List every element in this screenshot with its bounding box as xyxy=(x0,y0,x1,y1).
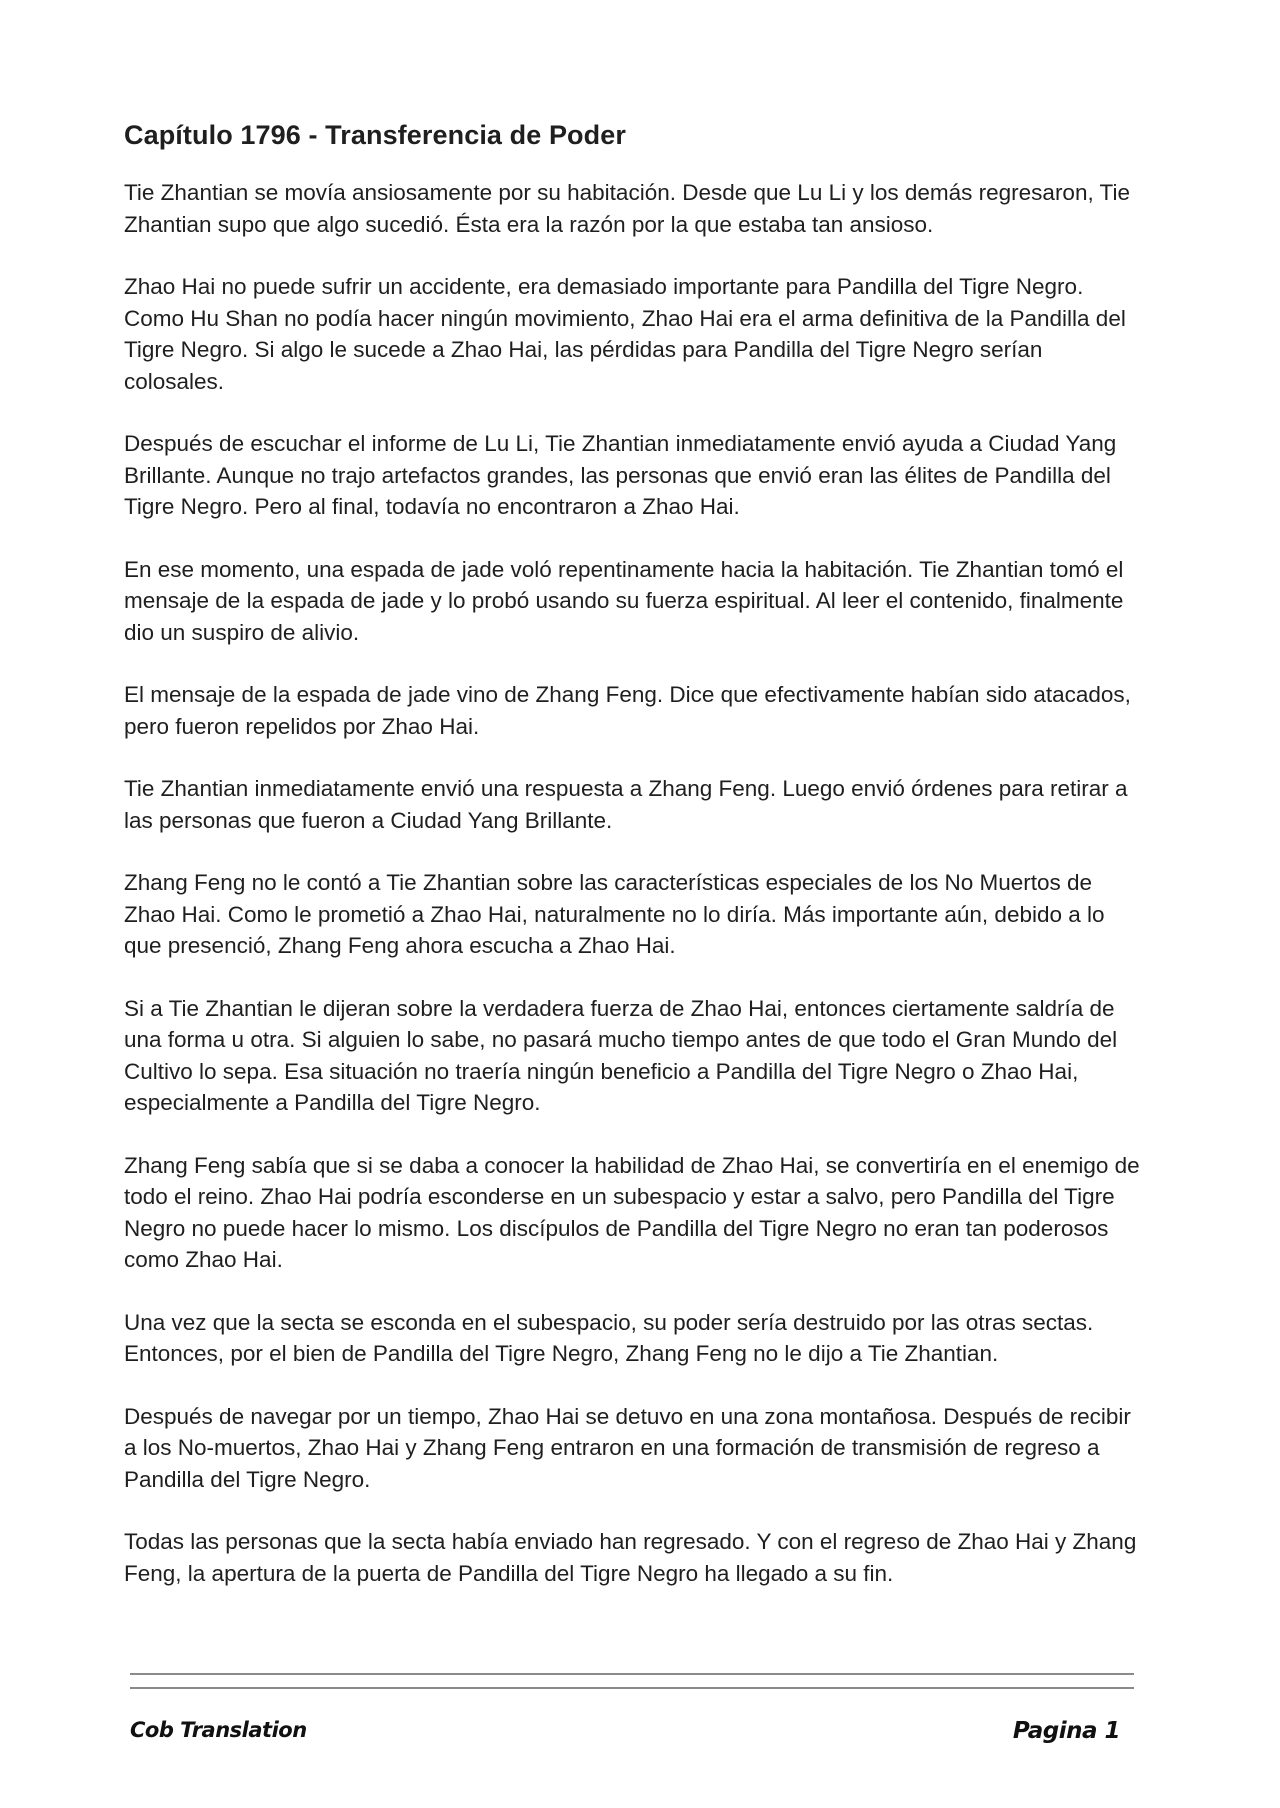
paragraph-4: En ese momento, una espada de jade voló repentinamente hacia la habitación. Tie Zhantian tomó el mensaje de la espada de jade y lo probó usando su fuerza espiritual. Al leer el contenido, finalmente dio un suspiro de alivio. xyxy=(124,556,1124,645)
footer-divider-top xyxy=(130,1673,1134,1675)
paragraph-1: Tie Zhantian se movía ansiosamente por su habitación. Desde que Lu Li y los demás regresaron, Tie Zhantian supo que algo sucedió. Ésta era la razón por la que estaba tan ansioso. xyxy=(124,180,1130,237)
footer-divider-bottom xyxy=(130,1687,1134,1689)
footer-page-number: Pagina 1 xyxy=(1012,1718,1120,1744)
paragraph-11: Después de navegar por un tiempo, Zhao Hai se detuvo en una zona montañosa. Después de recibir a los No-muertos, Zhao Hai y Zhang Feng entraron en una formación de transmisión de regreso a Pandilla del Tigre Negro. xyxy=(124,1403,1131,1492)
paragraph-9: Zhang Feng sabía que si se daba a conocer la habilidad de Zhao Hai, se convertiría en el enemigo de todo el reino. Zhao Hai podría esconderse en un subespacio y estar a salvo, pero Pandilla del Tigre Negro no puede hacer lo mismo. Los discípulos de Pandilla del Tigre Negro no eran tan poderosos como Zhao Hai. xyxy=(124,1152,1140,1272)
paragraph-10: Una vez que la secta se esconda en el subespacio, su poder sería destruido por las otras sectas. Entonces, por el bien de Pandilla del Tigre Negro, Zhang Feng no le dijo a Tie Zhantian. xyxy=(124,1309,1094,1366)
paragraph-7: Zhang Feng no le contó a Tie Zhantian sobre las características especiales de los No Muertos de Zhao Hai. Como le prometió a Zhao Hai, naturalmente no lo diría. Más importante aún, debido a lo que presenció, Zhang Feng ahora escucha a Zhao Hai. xyxy=(124,870,1105,958)
footer-translator: Cob Translation xyxy=(130,1718,307,1742)
paragraph-6: Tie Zhantian inmediatamente envió una respuesta a Zhang Feng. Luego envió órdenes para retirar a las personas que fueron a Ciudad Yang Brillante. xyxy=(124,776,1128,833)
paragraph-8: Si a Tie Zhantian le dijeran sobre la verdadera fuerza de Zhao Hai, entonces ciertamente saldría de una forma u otra. Si alguien lo sabe, no pasará mucho tiempo antes de que todo el Gran Mundo del Cultivo lo sepa. Esa situación no traería ningún beneficio a Pandilla del Tigre Negro o Zhao Hai, especialmente a Pandilla del Tigre Negro. xyxy=(124,995,1118,1115)
chapter-title: Capítulo 1796 - Transferencia de Poder xyxy=(124,120,626,150)
paragraph-3: Después de escuchar el informe de Lu Li, Tie Zhantian inmediatamente envió ayuda a Ciudad Yang Brillante. Aunque no trajo artefactos grandes, las personas que envió eran las élites de Pandilla del Tigre Negro. Pero al final, todavía no encontraron a Zhao Hai. xyxy=(124,431,1117,519)
paragraph-12: Todas las personas que la secta había enviado han regresado. Y con el regreso de Zhao Hai y Zhang Feng, la apertura de la puerta de Pandilla del Tigre Negro ha llegado a su fin. xyxy=(124,1529,1137,1586)
paragraph-2: Zhao Hai no puede sufrir un accidente, era demasiado importante para Pandilla del Tigre Negro. Como Hu Shan no podía hacer ningún movimiento, Zhao Hai era el arma definitiva de la Pandilla del Tigre Negro. Si algo le sucede a Zhao Hai, las pérdidas para Pandilla del Tigre Negro serían colosales. xyxy=(124,274,1126,394)
document-body xyxy=(124,120,1144,1620)
paragraph-5: El mensaje de la espada de jade vino de Zhang Feng. Dice que efectivamente habían sido atacados, pero fueron repelidos por Zhao Hai. xyxy=(124,682,1131,739)
